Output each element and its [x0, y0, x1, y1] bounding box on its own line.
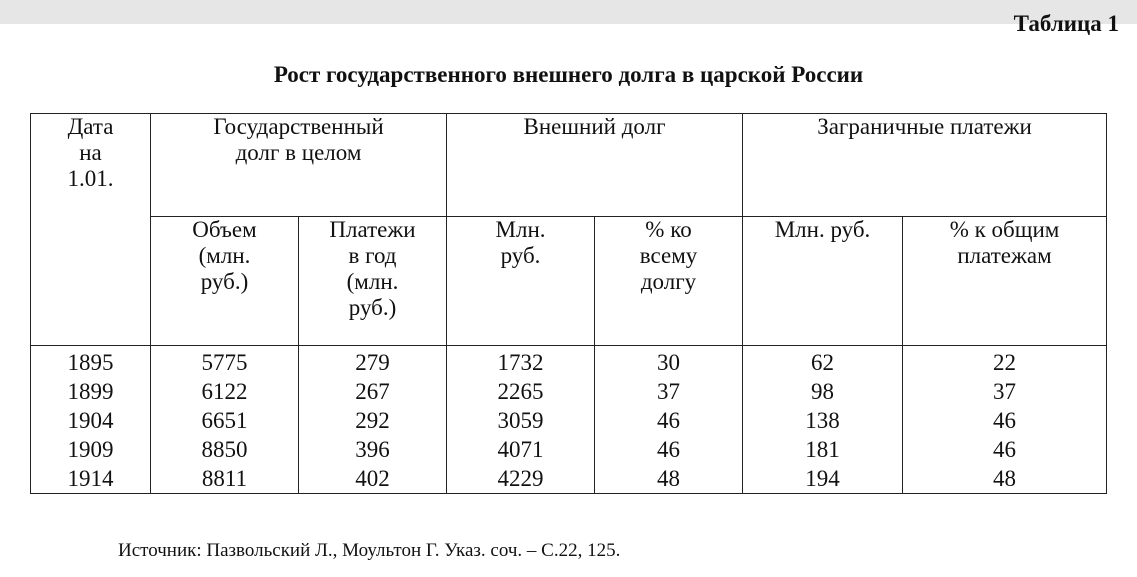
- cell-payments: 279: [299, 346, 447, 378]
- cell-external-mln: 4071: [447, 435, 595, 464]
- table-row: [31, 464, 1107, 494]
- table-row: [31, 346, 1107, 378]
- header-external-mln: Млн. руб.: [447, 217, 595, 346]
- header-date: Дата на 1.01.: [31, 114, 151, 346]
- cell-external-pct: 48: [595, 464, 743, 494]
- header-row-subcolumns: [31, 217, 1107, 346]
- header-volume: Объем (млн. руб.): [151, 217, 299, 346]
- cell-year: 1899: [31, 377, 151, 406]
- cell-payments: 396: [299, 435, 447, 464]
- header-foreign-pct: % к общим платежам: [903, 217, 1107, 346]
- cell-year: 1914: [31, 464, 151, 494]
- table-row: [31, 406, 1107, 435]
- cell-foreign-pct: 48: [903, 464, 1107, 494]
- header-row-groups: [31, 114, 1107, 217]
- cell-external-mln: 1732: [447, 346, 595, 378]
- cell-foreign-pct: 46: [903, 406, 1107, 435]
- header-total-debt: Государственный долг в целом: [151, 114, 447, 217]
- cell-external-mln: 3059: [447, 406, 595, 435]
- cell-foreign-pct: 22: [903, 346, 1107, 378]
- cell-volume: 6651: [151, 406, 299, 435]
- cell-payments: 402: [299, 464, 447, 494]
- source-note: Источник: Пазвольский Л., Моультон Г. Указ. соч. – С.22, 125.: [118, 540, 621, 561]
- cell-volume: 8811: [151, 464, 299, 494]
- cell-foreign-mln: 194: [743, 464, 903, 494]
- table-number-label: Таблица 1: [1013, 11, 1119, 36]
- header-external-debt: Внешний долг: [447, 114, 743, 217]
- debt-table: [30, 113, 1107, 494]
- cell-external-pct: 46: [595, 406, 743, 435]
- cell-foreign-pct: 46: [903, 435, 1107, 464]
- cell-foreign-mln: 98: [743, 377, 903, 406]
- cell-volume: 6122: [151, 377, 299, 406]
- cell-external-mln: 2265: [447, 377, 595, 406]
- cell-foreign-mln: 62: [743, 346, 903, 378]
- cell-external-mln: 4229: [447, 464, 595, 494]
- cell-foreign-pct: 37: [903, 377, 1107, 406]
- cell-foreign-mln: 138: [743, 406, 903, 435]
- cell-year: 1904: [31, 406, 151, 435]
- header-annual-payments: Платежи в год (млн. руб.): [299, 217, 447, 346]
- table-row: [31, 377, 1107, 406]
- cell-payments: 292: [299, 406, 447, 435]
- header-foreign-payments: Заграничные платежи: [743, 114, 1107, 217]
- cell-external-pct: 37: [595, 377, 743, 406]
- cell-foreign-mln: 181: [743, 435, 903, 464]
- cell-payments: 267: [299, 377, 447, 406]
- cell-volume: 5775: [151, 346, 299, 378]
- table-row: [31, 435, 1107, 464]
- top-scroll-strip: [0, 0, 1137, 24]
- cell-volume: 8850: [151, 435, 299, 464]
- cell-year: 1909: [31, 435, 151, 464]
- table-title: Рост государственного внешнего долга в царской России: [273, 62, 864, 87]
- header-foreign-mln: Млн. руб.: [743, 217, 903, 346]
- cell-external-pct: 46: [595, 435, 743, 464]
- cell-external-pct: 30: [595, 346, 743, 378]
- header-external-pct: % ко всему долгу: [595, 217, 743, 346]
- cell-year: 1895: [31, 346, 151, 378]
